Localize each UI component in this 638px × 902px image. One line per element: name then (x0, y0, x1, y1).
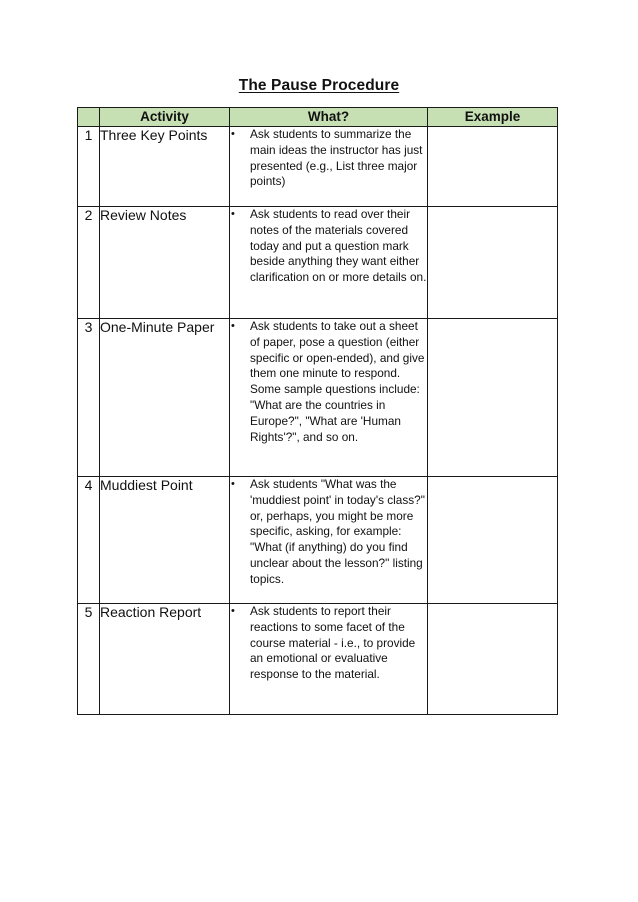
row-number: 2 (78, 207, 100, 319)
what-description: Ask students to summarize the main ideas the instructor has just presented (e.g., List three major points) (250, 127, 423, 189)
bullet-icon: • (231, 128, 235, 140)
what-description: Ask students "What was the 'muddiest point' in today's class?" or, perhaps, you might be more specific, asking, for example: "What (if anything) do you find unclear about the lesson?" listing topics. (250, 477, 425, 586)
table-row (78, 477, 558, 604)
table-row (78, 604, 558, 715)
what-cell (230, 477, 428, 604)
row-number: 5 (78, 604, 100, 715)
table-row (78, 319, 558, 477)
header-activity: Activity (100, 108, 230, 127)
example-cell (428, 127, 558, 207)
what-description: Ask students to read over their notes of the materials covered today and put a question mark beside anything they want either clarification on or more details on. (250, 207, 427, 285)
pause-procedure-table (77, 107, 558, 715)
row-number: 4 (78, 477, 100, 604)
activity-name: Three Key Points (100, 127, 230, 207)
header-example: Example (428, 108, 558, 127)
header-what: What? (230, 108, 428, 127)
bullet-icon: • (231, 605, 235, 617)
row-number: 1 (78, 127, 100, 207)
activity-name: One-Minute Paper (100, 319, 230, 477)
example-cell (428, 207, 558, 319)
table-header-row (78, 108, 558, 127)
activity-name: Review Notes (100, 207, 230, 319)
bullet-icon: • (231, 208, 235, 220)
example-cell (428, 477, 558, 604)
example-cell (428, 604, 558, 715)
example-cell (428, 319, 558, 477)
bullet-icon: • (231, 478, 235, 490)
activity-name: Muddiest Point (100, 477, 230, 604)
header-number (78, 108, 100, 127)
table-row (78, 207, 558, 319)
table-row (78, 127, 558, 207)
page-title: The Pause Procedure (238, 77, 400, 94)
what-cell (230, 127, 428, 207)
what-cell (230, 207, 428, 319)
row-number: 3 (78, 319, 100, 477)
what-cell (230, 604, 428, 715)
bullet-icon: • (231, 320, 235, 332)
what-description: Ask students to take out a sheet of paper, pose a question (either specific or open-ended), and give them one minute to respond. Some sample questions include: "What are the countries in Europe?", "What are 'Human Rights'?", and so on. (250, 319, 425, 444)
what-description: Ask students to report their reactions to some facet of the course material - i.e., to provide an emotional or evaluative response to the material. (250, 604, 416, 682)
what-cell (230, 319, 428, 477)
activity-name: Reaction Report (100, 604, 230, 715)
